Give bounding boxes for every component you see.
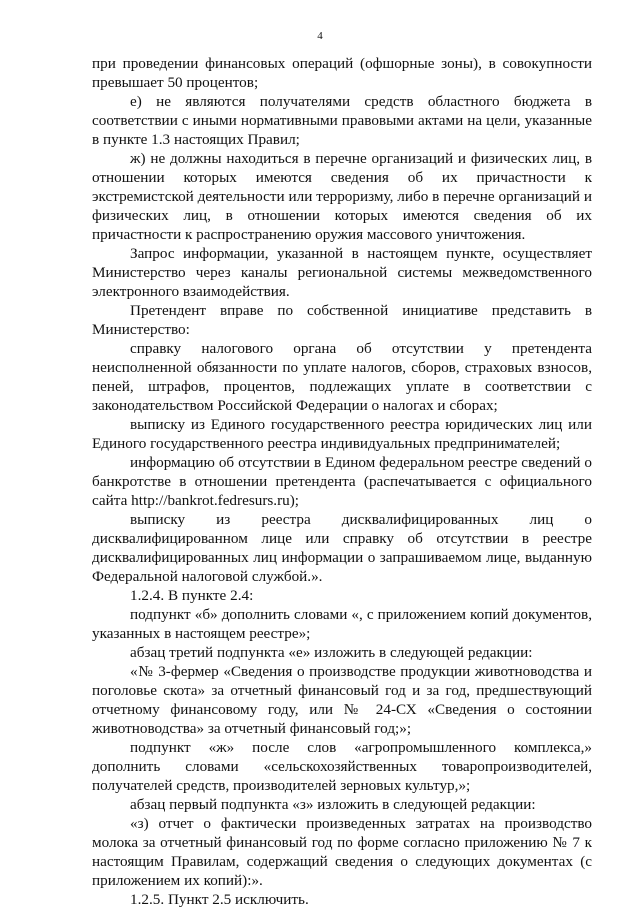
paragraph: справку налогового органа об отсутствии у претендента неисполненной обязанности по уплате налогов, сборов, страховых взносов, пеней, штрафов, процентов, подлежащих уплате в соответствии с законодательством Российской Федерации о налогах и сборах; xyxy=(92,340,592,414)
paragraph: «№ 3-фермер «Сведения о производстве продукции животноводства и поголовье скота» за отчетный финансовый год и за год, предшествующий отчетному финансовому году, или № 24-СХ «Сведения о состоянии животноводства» за отчетный финансовый год;»; xyxy=(92,663,592,737)
page-number: 4 xyxy=(317,30,323,42)
document-body xyxy=(92,54,592,909)
paragraph: выписку из Единого государственного реестра юридических лиц или Единого государственного реестра индивидуальных предпринимателей; xyxy=(92,416,592,452)
paragraph: 1.2.5. Пункт 2.5 исключить. xyxy=(130,891,309,908)
paragraph: подпункт «ж» после слов «агропромышленного комплекса,» дополнить словами «сельскохозяйственных товаропроизводителей, получателей средств, производителей зерновых культур,»; xyxy=(92,739,592,794)
paragraph: «з) отчет о фактически произведенных затратах на производство молока за отчетный финансовый год по форме согласно приложению № 7 к настоящим Правилам, содержащий сведения о следующих документах (с приложением их копий):». xyxy=(92,815,592,889)
paragraph: е) не являются получателями средств областного бюджета в соответствии с иными нормативными правовыми актами на цели, указанные в пункте 1.3 настоящих Правил; xyxy=(92,93,592,148)
paragraph: подпункт «б» дополнить словами «, с приложением копий документов, указанных в настоящем реестре»; xyxy=(92,606,592,642)
paragraph: абзац первый подпункта «з» изложить в следующей редакции: xyxy=(130,796,536,813)
paragraph: Запрос информации, указанной в настоящем пункте, осуществляет Министерство через каналы региональной системы межведомственного электронного взаимодействия. xyxy=(92,245,592,300)
paragraph: информацию об отсутствии в Едином федеральном реестре сведений о банкротстве в отношении претендента (распечатывается с официального сайта http://bankrot.fedresurs.ru); xyxy=(92,454,592,509)
paragraph: ж) не должны находиться в перечне организаций и физических лиц, в отношении которых имеются сведения об их причастности к экстремистской деятельности или терроризму, либо в перечне организаций и физических лиц, в отношении которых имеются сведения об их причастности к распространению оружия массового уничтожения. xyxy=(92,150,592,243)
paragraph: 1.2.4. В пункте 2.4: xyxy=(130,587,254,604)
paragraph: Претендент вправе по собственной инициативе представить в Министерство: xyxy=(92,302,592,338)
paragraph: при проведении финансовых операций (офшорные зоны), в совокупности превышает 50 процентов; xyxy=(92,55,592,91)
paragraph: выписку из реестра дисквалифицированных лиц о дисквалифицированном лице или справку об отсутствии в реестре дисквалифицированных лиц информации о запрашиваемом лице, выданную Федеральной налоговой службой.». xyxy=(92,511,592,585)
paragraph: абзац третий подпункта «е» изложить в следующей редакции: xyxy=(130,644,533,661)
